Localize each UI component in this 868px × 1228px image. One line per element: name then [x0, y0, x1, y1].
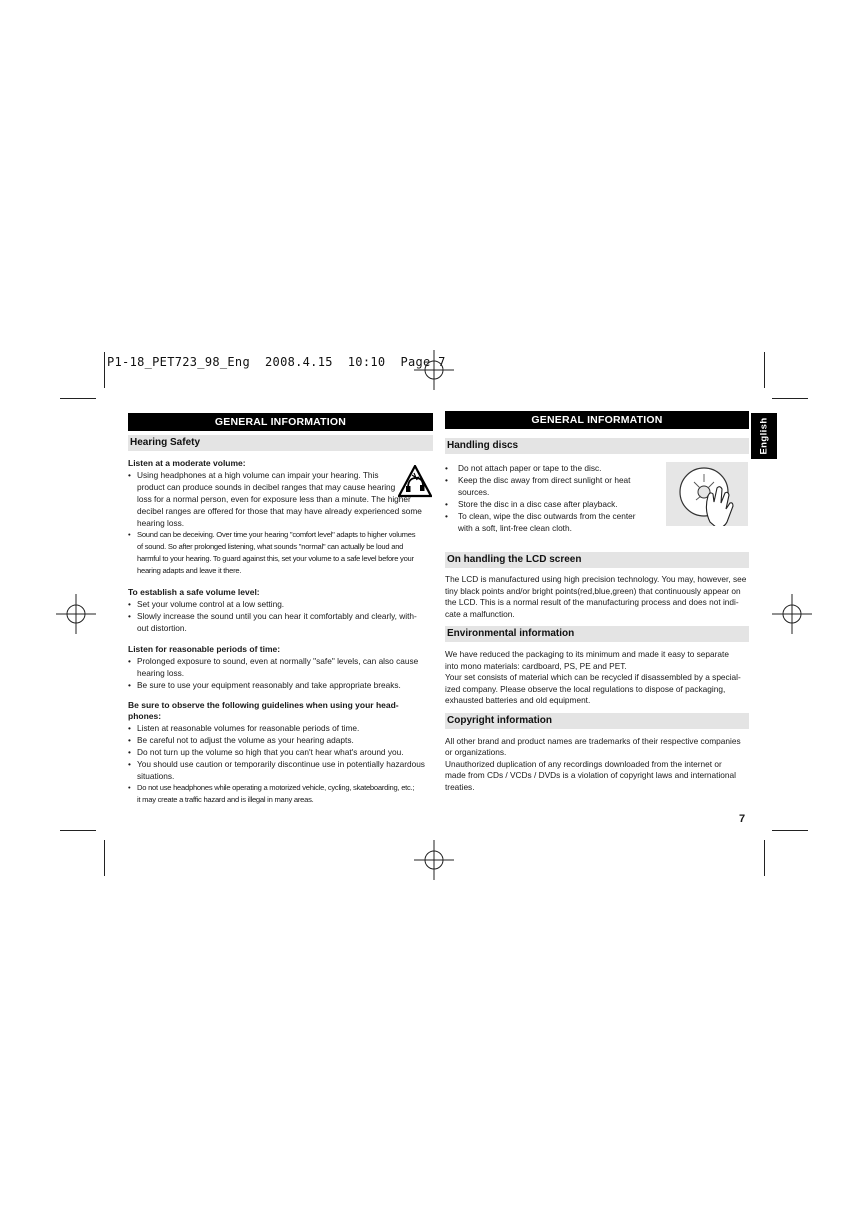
registration-mark-top — [414, 350, 454, 390]
disc-cleaning-illustration — [666, 462, 748, 526]
crop-mark — [60, 398, 96, 399]
language-tab: English — [751, 413, 777, 459]
list-item: • Sound can be deceiving. Over time your hearing "comfort level" adapts to higher volumes of sound. So after prolonged listening, what sounds "normal" can actually be loud and harmful to your hearing. To guard against this, set your volume to a safe level before your hearing adapts and leave it there. — [128, 529, 433, 577]
section-header: GENERAL INFORMATION — [128, 413, 433, 431]
paragraph: We have reduced the packaging to its minimum and made it easy to separate into mono materials: cardboard, PS, PE and PET. Your set consists of material which can be recycled if disassembled by a special- ized company. Please observe the local regulations to dispose of packaging, exhausted batteries and old equipment. — [445, 649, 741, 705]
list-item: • Do not attach paper or tape to the disc. — [445, 462, 660, 474]
subheading: Listen for reasonable periods of time: — [128, 644, 281, 654]
paragraph: All other brand and product names are trademarks of their respective companies or organizations. Unauthorized duplication of any recordings downloaded from the internet or made from CDs / VCDs / DVDs is a violation of copyright laws and international treaties. — [445, 735, 741, 792]
list-item: • Listen at reasonable volumes for reasonable periods of time. — [128, 722, 433, 734]
paragraph: The LCD is manufactured using high precision technology. You may, however, see tiny black points and/or bright points(red,blue,green) that continuously appear on the LCD. This is a normal result of the manufacturing process and does not indi- cate a malfunction. — [445, 574, 747, 619]
crop-mark — [772, 398, 808, 399]
list-item: • Do not turn up the volume so high that you can't hear what's around you. — [128, 746, 433, 758]
section-title: Handling discs — [445, 438, 749, 454]
section-title: On handling the LCD screen — [445, 552, 749, 568]
section-title: Hearing Safety — [128, 435, 433, 451]
disc-block — [445, 462, 749, 546]
section-header: GENERAL INFORMATION — [445, 411, 749, 429]
list-item: • Be careful not to adjust the volume as your hearing adapts. — [128, 734, 433, 746]
registration-mark-bottom — [414, 840, 454, 880]
page-number: 7 — [739, 813, 746, 825]
bullet-block — [128, 469, 433, 577]
list-item: • Do not use headphones while operating a motorized vehicle, cycling, skateboarding, etc.; it may create a traffic hazard and is illegal in many areas. — [128, 782, 433, 806]
subheading: Be sure to observe the following guidelines when using your head- phones: — [128, 700, 399, 721]
list-item: • Keep the disc away from direct sunlight or heat sources. — [445, 474, 660, 498]
subheading: Listen at a moderate volume: — [128, 458, 246, 468]
list-item: • Store the disc in a disc case after playback. — [445, 498, 660, 510]
registration-mark-right — [772, 594, 812, 634]
crop-mark — [764, 352, 765, 388]
list-item: • To clean, wipe the disc outwards from the center with a soft, lint-free clean cloth. — [445, 510, 660, 534]
list-item: • Be sure to use your equipment reasonably and take appropriate breaks. — [128, 679, 433, 691]
right-column — [445, 411, 749, 793]
section-title: Copyright information — [445, 713, 749, 729]
list-item: • Set your volume control at a low setting. — [128, 598, 433, 610]
list-item: • Prolonged exposure to sound, even at normally "safe" levels, can also cause hearing loss. — [128, 655, 433, 679]
print-slug: P1-18_PET723_98_Eng 2008.4.15 10:10 Page 7 — [107, 355, 446, 369]
list-item: • You should use caution or temporarily discontinue use in potentially hazardous situations. — [128, 758, 433, 782]
list-item: • Using headphones at a high volume can impair your hearing. This product can produce sounds in decibel ranges that may cause hearing loss for a normal person, even for exposure less than a minute. The higher decibel ranges are offered for those that may have already experienced some hearing loss. — [128, 469, 433, 529]
crop-mark — [772, 830, 808, 831]
subheading: To establish a safe volume level: — [128, 587, 260, 597]
crop-mark — [104, 840, 105, 876]
section-title: Environmental information — [445, 626, 749, 642]
crop-mark — [764, 840, 765, 876]
disc-list — [445, 462, 660, 534]
crop-mark — [60, 830, 96, 831]
list-item: • Slowly increase the sound until you can hear it comfortably and clearly, with- out distortion. — [128, 610, 433, 634]
left-column — [128, 413, 433, 806]
crop-mark — [104, 352, 105, 388]
registration-mark-left — [56, 594, 96, 634]
